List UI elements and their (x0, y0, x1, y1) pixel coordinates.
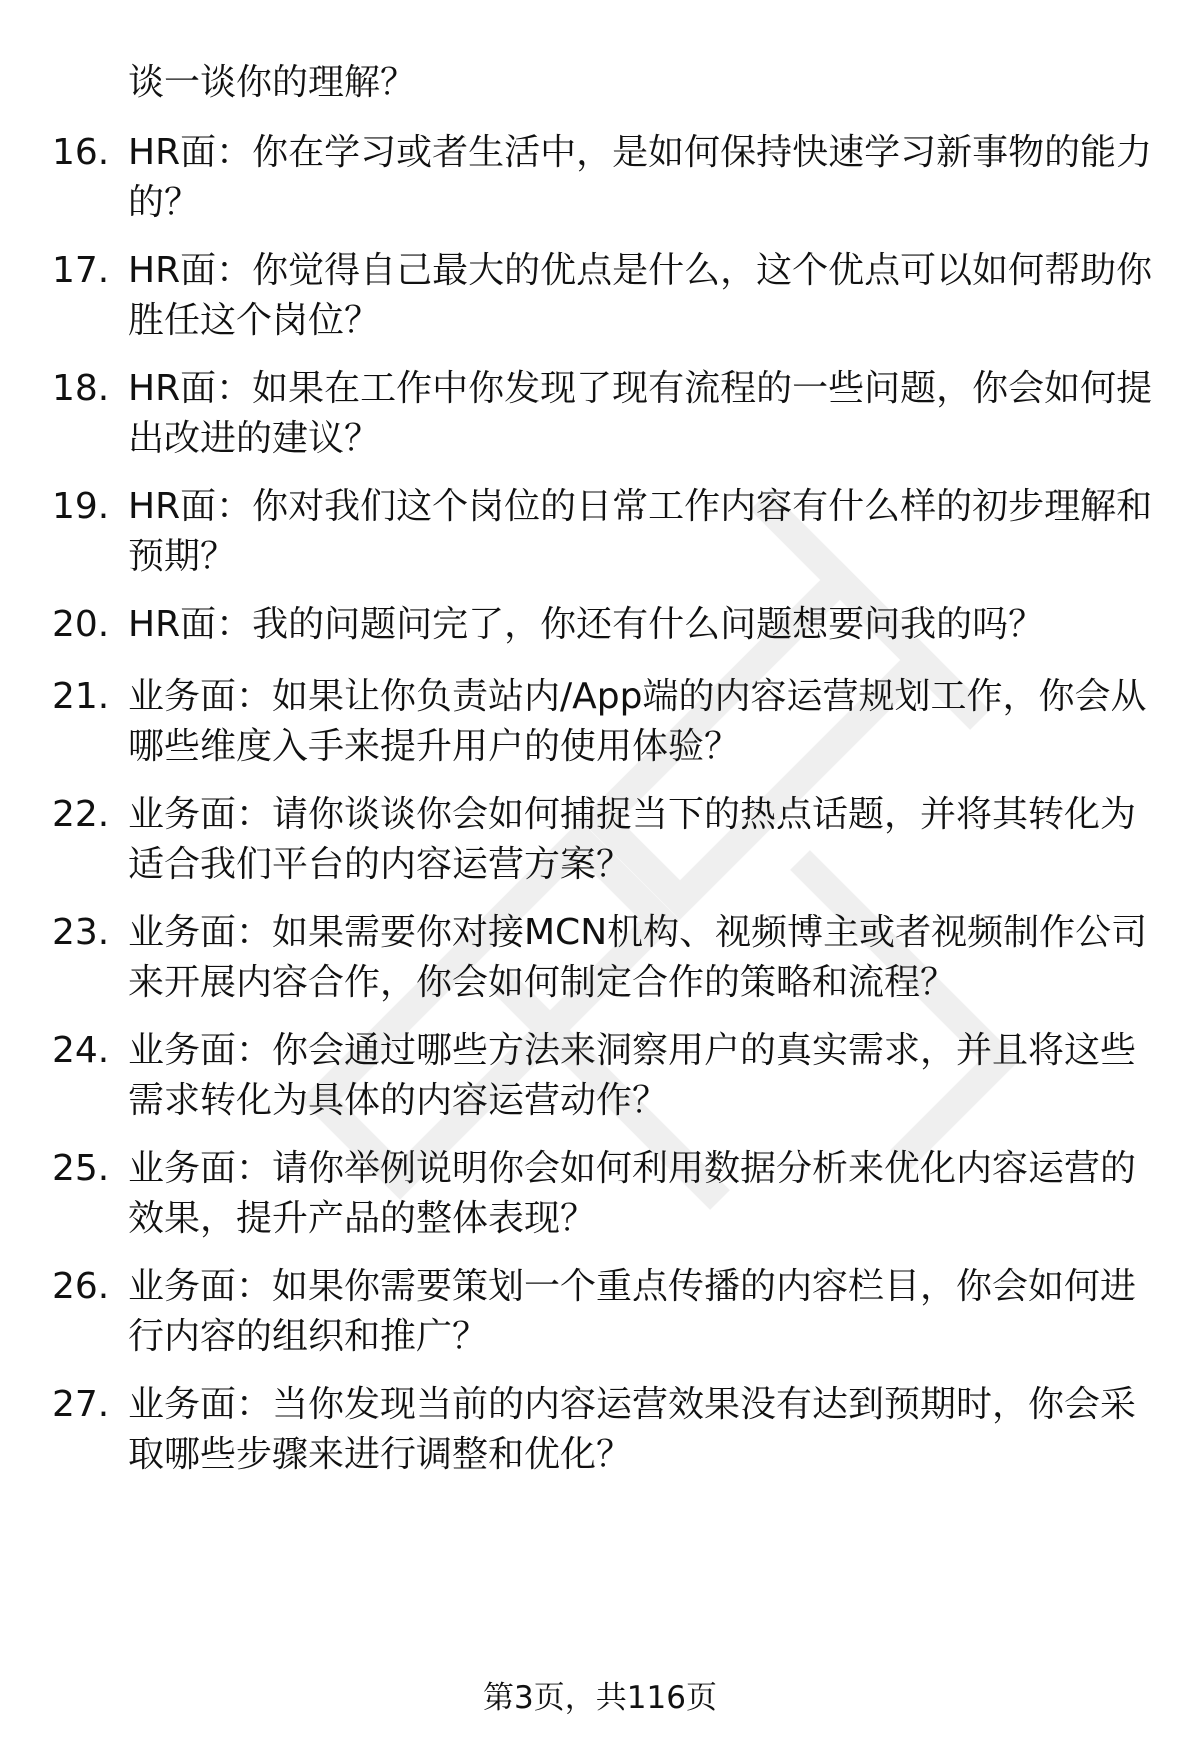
question-number: 26. (52, 1266, 110, 1307)
page-number-footer: 第3页，共116页 (483, 1680, 717, 1716)
question-number: 27. (52, 1384, 110, 1425)
question-text: HR面：如果在工作中你发现了现有流程的一些问题，你会如何提出改进的建议？ (128, 368, 1153, 459)
question-text: 业务面：你会通过哪些方法来洞察用户的真实需求，并且将这些需求转化为具体的内容运营动作？ (128, 1030, 1137, 1121)
question-number: 24. (52, 1030, 110, 1071)
question-text: HR面：你对我们这个岗位的日常工作内容有什么样的初步理解和预期？ (128, 486, 1153, 577)
question-number: 16. (52, 132, 110, 173)
question-number: 19. (52, 486, 110, 527)
question-text: 业务面：当你发现当前的内容运营效果没有达到预期时，你会采取哪些步骤来进行调整和优化？ (128, 1384, 1137, 1475)
question-text: 业务面：请你举例说明你会如何利用数据分析来优化内容运营的效果，提升产品的整体表现？ (128, 1148, 1137, 1239)
question-number: 21. (52, 676, 110, 717)
question-number: 23. (52, 912, 110, 953)
question-text: 业务面：如果需要你对接MCN机构、视频博主或者视频制作公司来开展内容合作，你会如何制定合作的策略和流程？ (128, 912, 1148, 1003)
question-text: 业务面：请你谈谈你会如何捕捉当下的热点话题，并将其转化为适合我们平台的内容运营方案？ (128, 794, 1137, 885)
question-number: 25. (52, 1148, 110, 1189)
question-number: 20. (52, 604, 110, 645)
question-text: HR面：你觉得自己最大的优点是什么，这个优点可以如何帮助你胜任这个岗位？ (128, 250, 1153, 341)
question-number: 17. (52, 250, 110, 291)
question-text: HR面：我的问题问完了，你还有什么问题想要问我的吗？ (128, 604, 1045, 645)
continuation-text: 谈一谈你的理解？ (128, 62, 417, 103)
question-text: 业务面：如果你需要策划一个重点传播的内容栏目，你会如何进行内容的组织和推广？ (128, 1266, 1137, 1357)
question-text: HR面：你在学习或者生活中，是如何保持快速学习新事物的能力的？ (128, 132, 1153, 223)
question-number: 22. (52, 794, 110, 835)
question-number: 18. (52, 368, 110, 409)
question-text: 业务面：如果让你负责站内/App端的内容运营规划工作，你会从哪些维度入手来提升用户的使用体验？ (128, 676, 1147, 767)
